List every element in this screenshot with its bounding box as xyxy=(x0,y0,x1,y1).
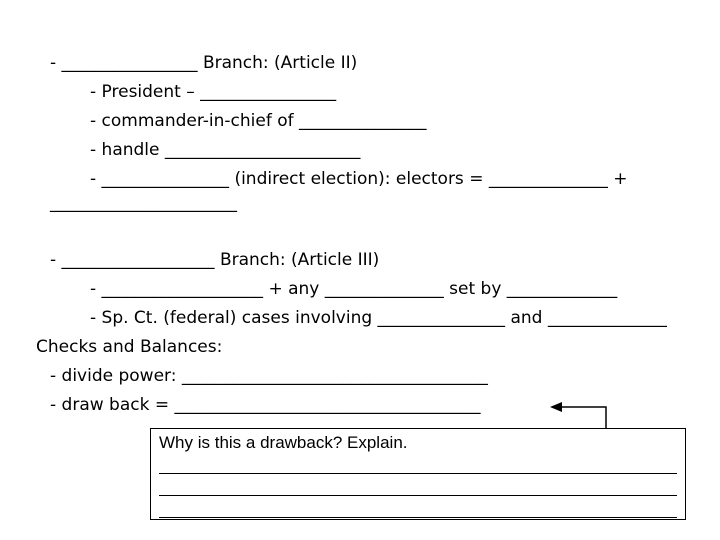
worksheet-line: Checks and Balances: xyxy=(36,337,223,357)
answer-line[interactable] xyxy=(159,517,677,518)
answer-line[interactable] xyxy=(159,473,677,474)
worksheet-line: - President – ________________ xyxy=(90,82,337,102)
answer-line[interactable] xyxy=(159,495,677,496)
worksheet-line: - __________________ Branch: (Article III) xyxy=(50,250,380,270)
worksheet-line: ______________________ xyxy=(50,193,237,213)
worksheet-line: - Sp. Ct. (federal) cases involving _______________ and ______________ xyxy=(90,308,667,328)
worksheet-line: - _______________ (indirect election): electors = ______________ + xyxy=(90,169,628,189)
worksheet-line: - commander-in-chief of _______________ xyxy=(90,111,427,131)
worksheet-line: - draw back = ____________________________________ xyxy=(50,395,481,415)
worksheet-line: - divide power: ____________________________________ xyxy=(50,366,488,386)
worksheet-line: - ________________ Branch: (Article II) xyxy=(50,53,358,73)
worksheet-line: - ___________________ + any ______________ set by _____________ xyxy=(90,279,618,299)
explanation-question: Why is this a drawback? Explain. xyxy=(159,433,408,452)
explanation-box xyxy=(150,428,686,520)
worksheet-line: - handle _______________________ xyxy=(90,140,361,160)
